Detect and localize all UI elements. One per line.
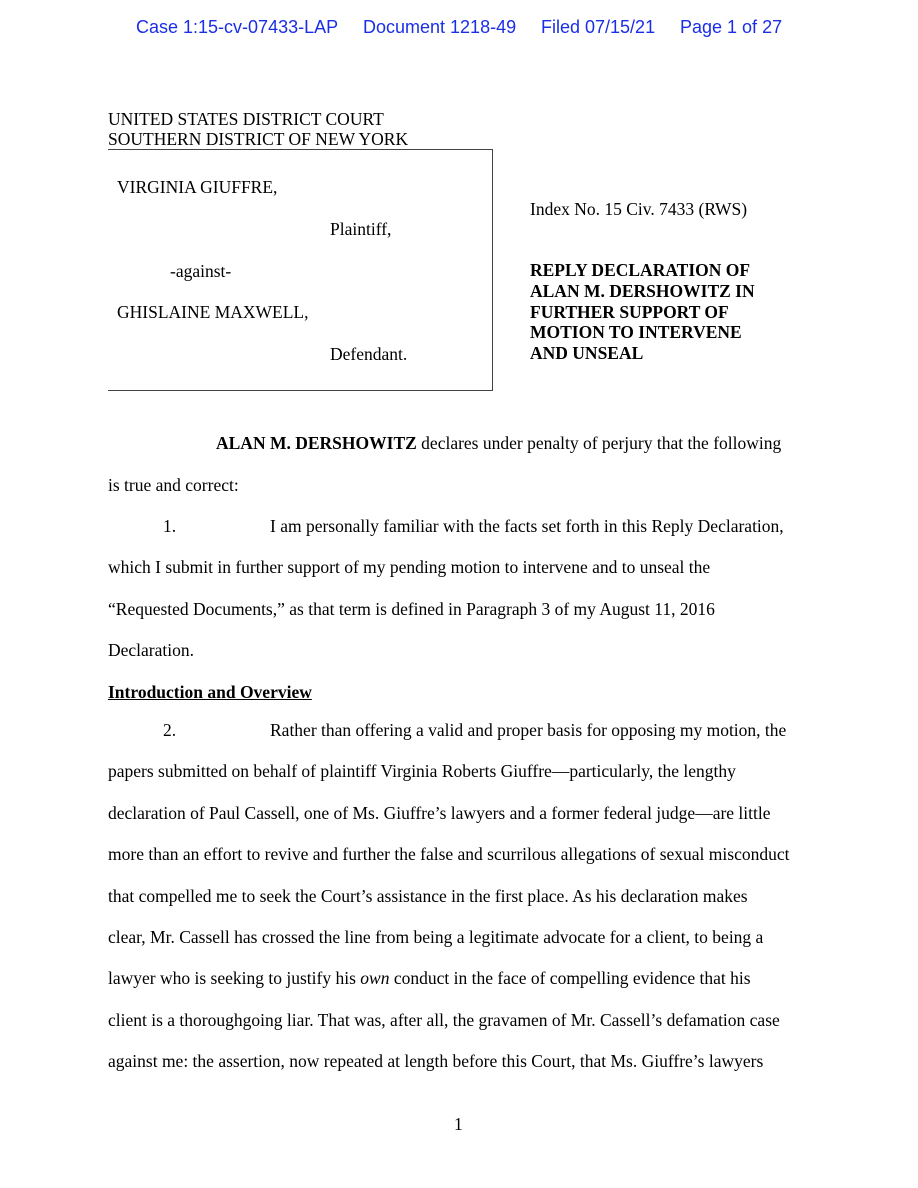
court-district: SOUTHERN DISTRICT OF NEW YORK (108, 129, 409, 149)
paragraph-line: more than an effort to revive and further the false and scurrilous allegations of sexual misconduct (108, 844, 790, 864)
plaintiff-name: VIRGINIA GIUFFRE, (117, 177, 278, 197)
title-line: MOTION TO INTERVENE (530, 322, 742, 342)
declarant-name: ALAN M. DERSHOWITZ (216, 433, 417, 453)
paragraph-line: declaration of Paul Cassell, one of Ms. Giuffre’s lawyers and a former federal judge—are little (108, 803, 771, 823)
paragraph-line: that compelled me to seek the Court’s assistance in the first place. As his declaration makes (108, 886, 748, 906)
court-name: UNITED STATES DISTRICT COURT (108, 109, 384, 129)
index-number: Index No. 15 Civ. 7433 (RWS) (530, 199, 748, 219)
paragraph-line: “Requested Documents,” as that term is defined in Paragraph 3 of my August 11, 2016 (108, 599, 715, 619)
paragraph-line: Rather than offering a valid and proper basis for opposing my motion, the (270, 720, 787, 740)
page-count: Page 1 of 27 (680, 17, 783, 37)
section-heading: Introduction and Overview (108, 682, 312, 702)
paragraph-number: 2. (163, 720, 177, 740)
title-line: ALAN M. DERSHOWITZ IN (530, 281, 755, 301)
paragraph-line: I am personally familiar with the facts set forth in this Reply Declaration, (270, 516, 784, 536)
paragraph-line: clear, Mr. Cassell has crossed the line from being a legitimate advocate for a client, to being a (108, 927, 764, 947)
page-number: 1 (454, 1114, 463, 1134)
title-line: AND UNSEAL (530, 343, 644, 363)
case-number: Case 1:15-cv-07433-LAP (136, 17, 339, 37)
title-line: REPLY DECLARATION OF (530, 260, 751, 280)
defendant-label: Defendant. (330, 344, 408, 364)
paragraph-line: which I submit in further support of my pending motion to intervene and to unseal the (108, 557, 711, 577)
paragraph-line: against me: the assertion, now repeated at length before this Court, that Ms. Giuffre’s lawyers (108, 1051, 764, 1071)
paragraph-line: Declaration. (108, 640, 194, 660)
against-label: -against- (170, 261, 232, 281)
title-line: FURTHER SUPPORT OF (530, 302, 729, 322)
paragraph-line (108, 968, 751, 988)
filed-date: Filed 07/15/21 (541, 17, 656, 37)
text-run: conduct in the face of compelling evidence that his (389, 968, 751, 988)
text-run: lawyer who is seeking to justify his (108, 968, 361, 988)
document-number: Document 1218-49 (363, 17, 517, 37)
emphasis: own (360, 968, 390, 988)
defendant-name: GHISLAINE MAXWELL, (117, 302, 309, 322)
intro-line: is true and correct: (108, 475, 239, 495)
intro-line (216, 433, 781, 453)
intro-text: declares under penalty of perjury that the following (416, 433, 782, 453)
paragraph-line: papers submitted on behalf of plaintiff Virginia Roberts Giuffre—particularly, the lengthy (108, 761, 736, 781)
plaintiff-label: Plaintiff, (330, 219, 392, 239)
paragraph-number: 1. (163, 516, 177, 536)
paragraph-line: client is a thoroughgoing liar. That was, after all, the gravamen of Mr. Cassell’s defamation case (108, 1010, 780, 1030)
